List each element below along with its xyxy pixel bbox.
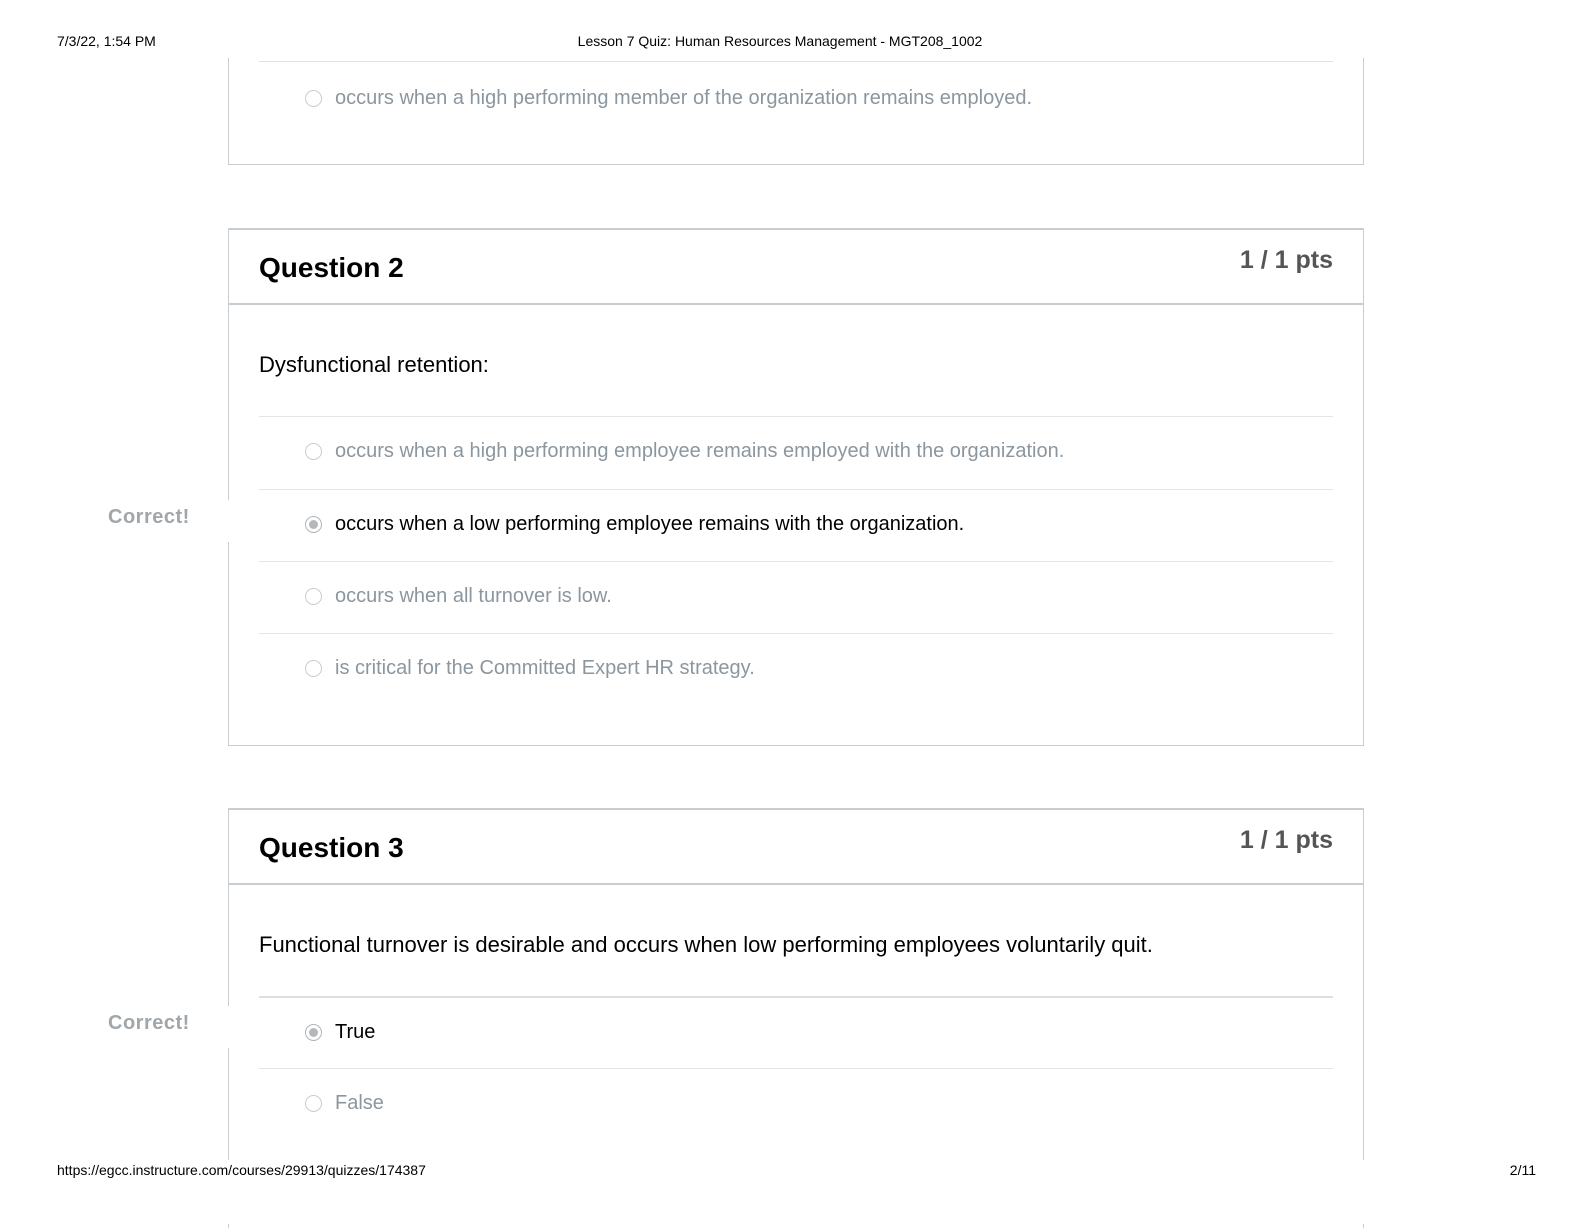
radio-button-selected[interactable] xyxy=(305,1024,322,1041)
answer-option[interactable] xyxy=(259,633,1333,706)
answer-label: occurs when a low performing employee remains with the organization. xyxy=(335,513,965,535)
previous-question-card xyxy=(228,58,1364,165)
radio-button[interactable] xyxy=(305,660,322,677)
feedback-gap xyxy=(226,1006,230,1048)
print-datetime: 7/3/22, 1:54 PM xyxy=(57,33,156,49)
print-page-title: Lesson 7 Quiz: Human Resources Management - MGT208_1002 xyxy=(577,33,983,49)
answer-label: occurs when all turnover is low. xyxy=(335,585,612,607)
answer-option-selected[interactable] xyxy=(259,489,1333,562)
question-points: 1 / 1 pts xyxy=(1239,826,1333,854)
question-title: Question 3 xyxy=(259,832,404,863)
answer-label: is critical for the Committed Expert HR strategy. xyxy=(335,657,755,679)
radio-button[interactable] xyxy=(305,588,322,605)
answer-option-selected[interactable] xyxy=(259,996,1333,1070)
answer-label: True xyxy=(335,1021,376,1043)
question-header xyxy=(229,230,1363,305)
answer-label: occurs when a high performing member of the organization remains employed. xyxy=(335,87,1033,109)
question-card-2 xyxy=(228,228,1364,746)
radio-button[interactable] xyxy=(305,1095,322,1112)
answer-option[interactable] xyxy=(259,64,1333,136)
question-title: Question 2 xyxy=(259,252,404,283)
feedback-gap xyxy=(226,500,230,542)
print-url: https://egcc.instructure.com/courses/29913/quizzes/174387 xyxy=(57,1162,426,1178)
radio-button-selected[interactable] xyxy=(305,516,322,533)
answer-option[interactable] xyxy=(259,416,1333,489)
divider xyxy=(259,61,1333,62)
answer-option[interactable] xyxy=(259,1068,1333,1141)
answer-option[interactable] xyxy=(259,561,1333,634)
radio-button[interactable] xyxy=(305,443,322,460)
answer-label: False xyxy=(335,1092,384,1114)
radio-button[interactable] xyxy=(305,90,322,107)
question-header xyxy=(229,810,1363,885)
print-page-number: 2/11 xyxy=(1509,1162,1536,1178)
correct-feedback-label: Correct! xyxy=(108,1012,190,1034)
answer-label: occurs when a high performing employee remains employed with the organization. xyxy=(335,440,1065,462)
question-text: Dysfunctional retention: xyxy=(259,352,489,377)
question-text: Functional turnover is desirable and occurs when low performing employees voluntarily quit. xyxy=(259,932,1153,957)
correct-feedback-label: Correct! xyxy=(108,506,190,528)
question-points: 1 / 1 pts xyxy=(1239,246,1333,274)
